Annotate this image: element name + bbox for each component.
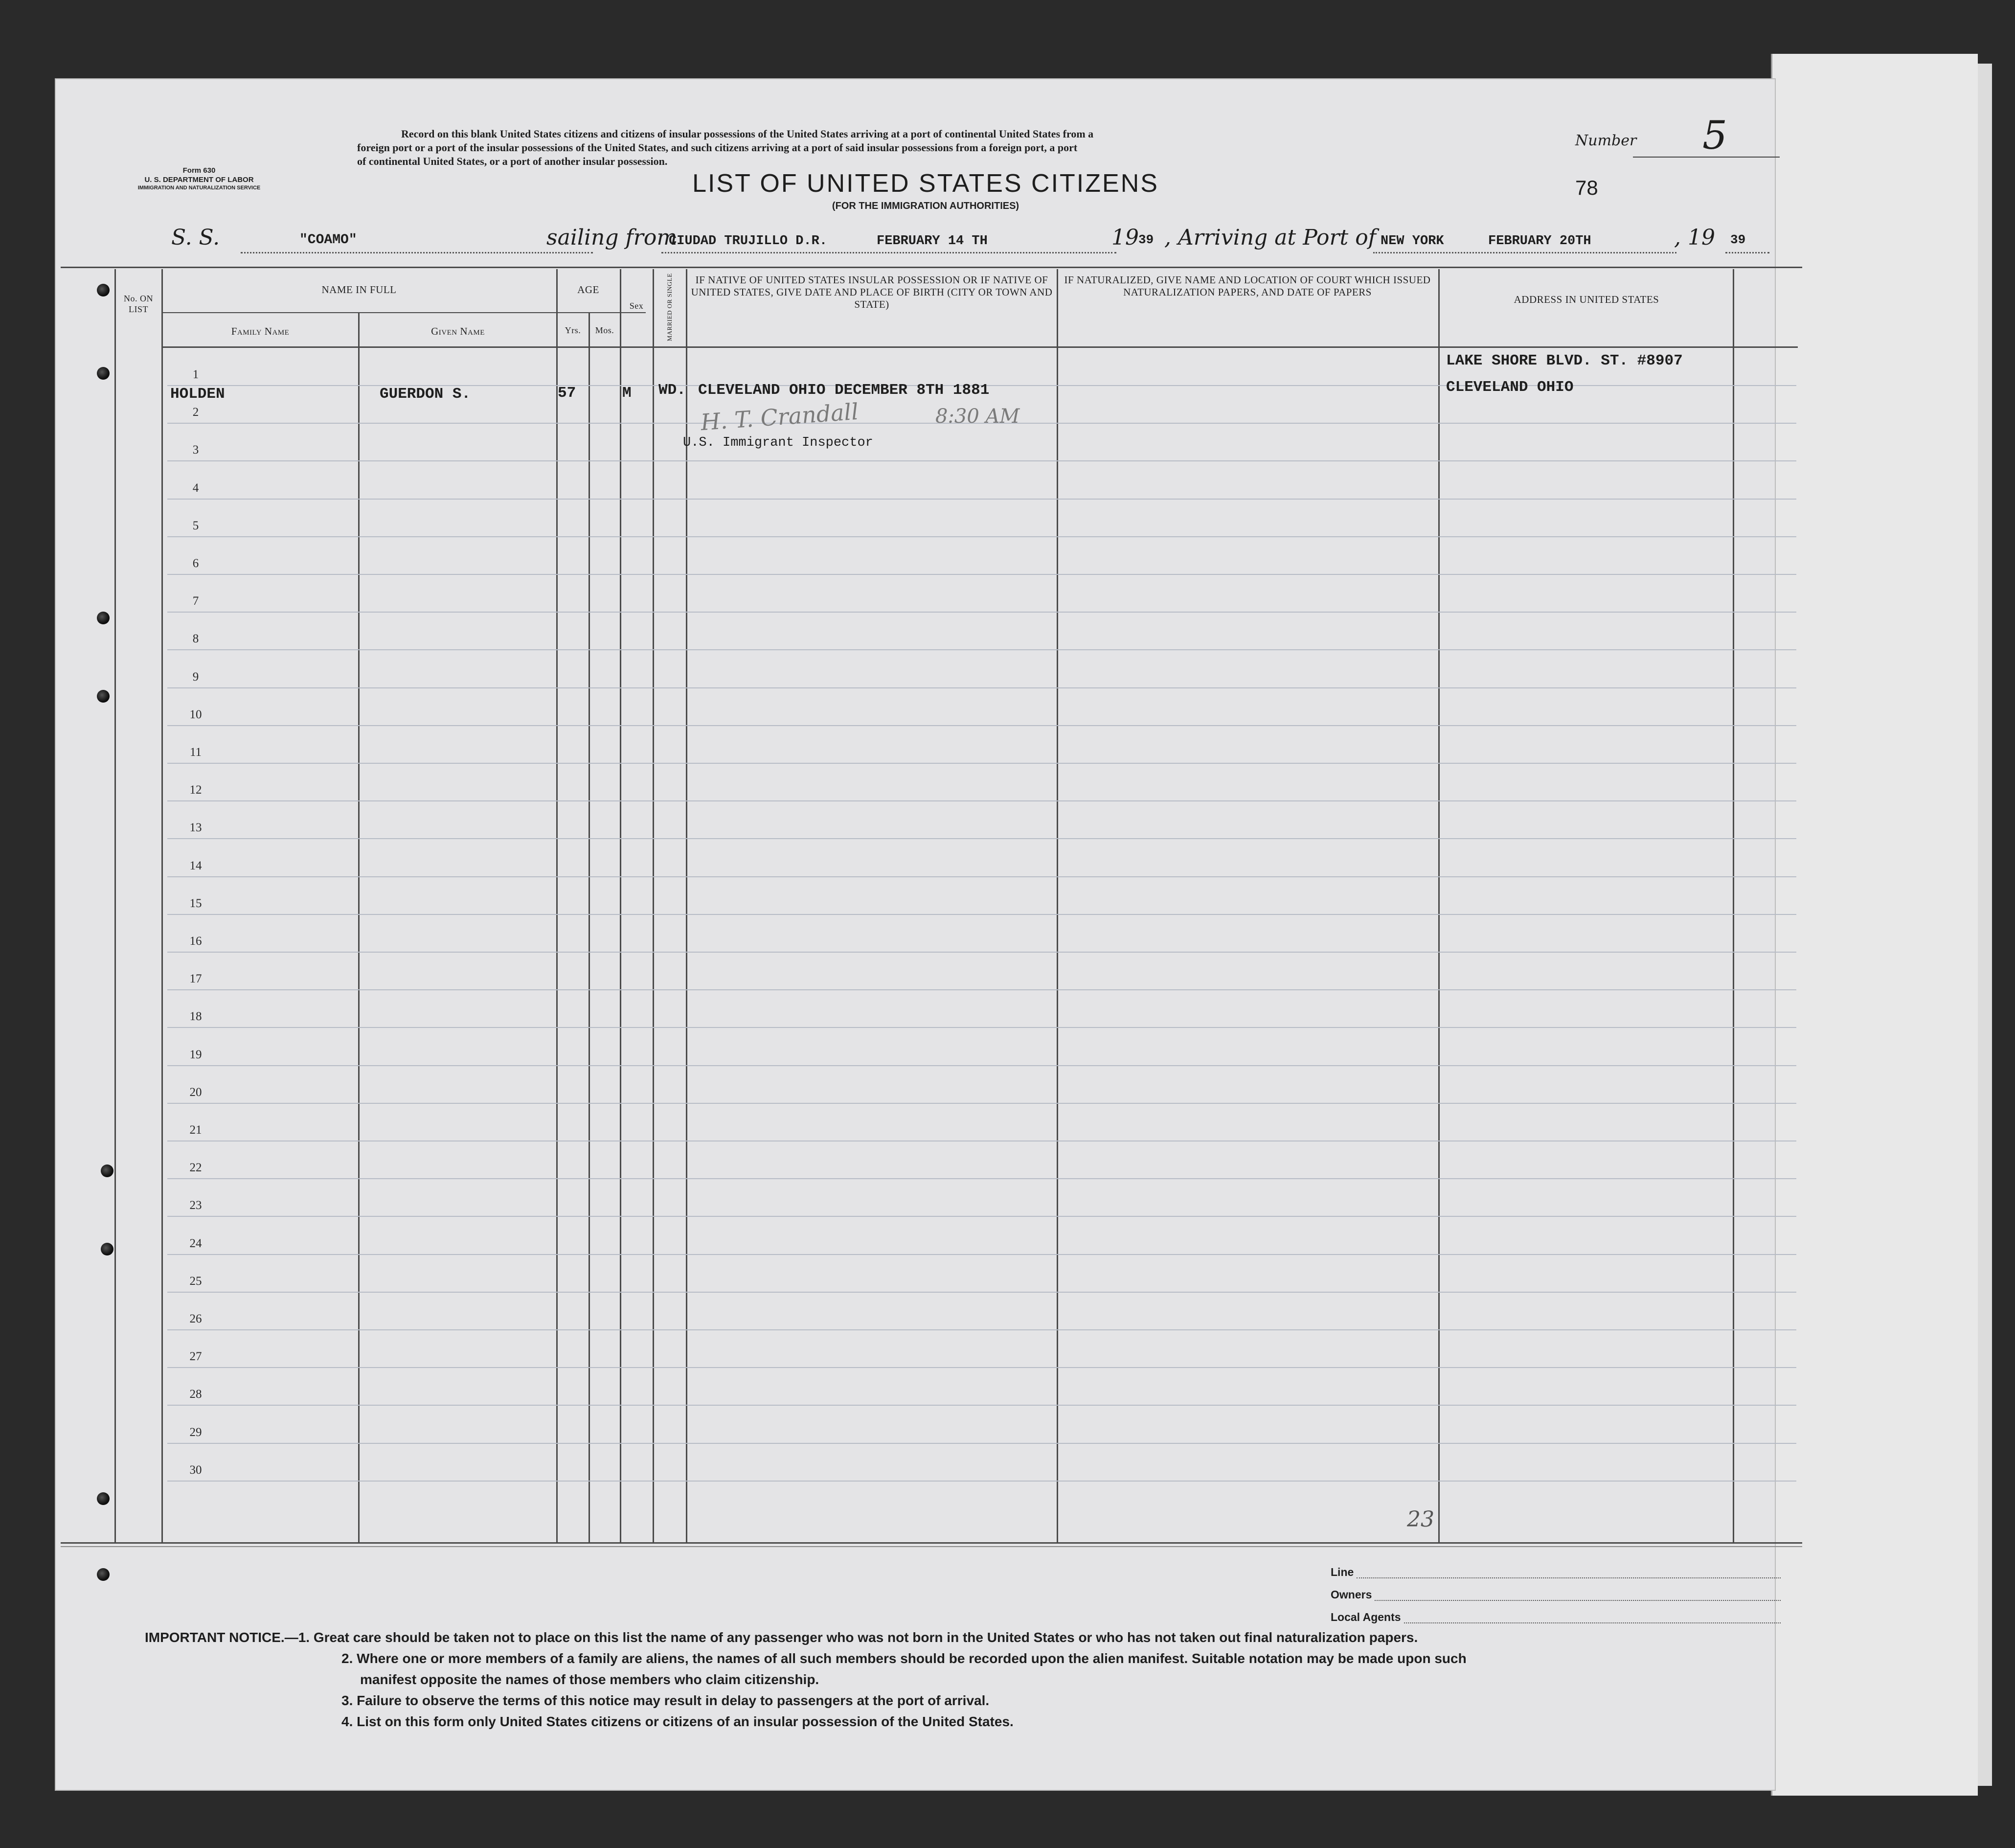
notice-item-2: Where one or more members of a family are aliens, the names of all such members should be recorded upon the alien manifest. Suitable notation may be made upon such (357, 1651, 1467, 1666)
table-row (167, 876, 1796, 877)
instruction-line: of continental United States, or a port of another insular possession. (357, 155, 668, 168)
table-row (167, 1178, 1796, 1179)
table-row (167, 1254, 1796, 1255)
row-number: 28 (189, 1388, 202, 1401)
sail-year-prefix: 19 (1111, 225, 1139, 250)
arrival-port: NEW YORK (1381, 234, 1444, 249)
table-row (167, 763, 1796, 764)
punch-hole-icon (97, 367, 110, 380)
table-row (167, 536, 1796, 537)
instructions-block (357, 127, 1551, 168)
inspector-note: 8:30 AM (935, 405, 1020, 428)
row-number: 19 (189, 1048, 202, 1061)
punch-hole-icon (97, 1568, 110, 1581)
entry-address-line2: CLEVELAND OHIO (1446, 379, 1574, 396)
page-mark: 23 (1407, 1507, 1434, 1532)
table-row (167, 649, 1796, 650)
line-label: Line (1331, 1566, 1354, 1578)
col-age: AGE (577, 284, 599, 296)
ss-label: S. S. (171, 225, 220, 250)
row-number: 25 (189, 1275, 202, 1288)
arrival-date: FEBRUARY 20TH (1488, 234, 1591, 249)
punch-hole-icon (97, 612, 110, 624)
row-number: 8 (192, 632, 199, 645)
row-number: 4 (192, 481, 199, 495)
entry-given-name: GUERDON S. (380, 386, 471, 403)
row-number: 20 (189, 1086, 202, 1099)
row-number: 30 (189, 1463, 202, 1477)
entry-birth: CLEVELAND OHIO DECEMBER 8TH 1881 (698, 382, 990, 399)
table-top-border (61, 267, 1802, 268)
col-native: IF NATIVE OF UNITED STATES INSULAR POSSESSION OR IF NATIVE OF UNITED STATES, GIVE DATE AND PLACE OF BIRTH (CITY OR TOWN AND STATE) (691, 274, 1053, 311)
column-divider (358, 312, 360, 1542)
col-sex: Sex (629, 301, 644, 311)
from-port: CIUDAD TRUJILLO D.R. (669, 234, 828, 249)
table-row (167, 800, 1796, 801)
header-divider (161, 346, 1798, 348)
table-row (167, 1216, 1796, 1217)
notice-item-2-num: 2. (341, 1651, 353, 1666)
table-row (167, 1443, 1796, 1444)
row-number: 15 (189, 897, 202, 910)
col-yrs: Yrs. (565, 325, 581, 335)
inspector-title: U.S. Immigrant Inspector (683, 435, 873, 450)
number-sub: 78 (1575, 176, 1598, 199)
table-row (167, 1329, 1796, 1330)
notice-heading: IMPORTANT NOTICE.—1. (145, 1630, 310, 1645)
table-row (167, 1103, 1796, 1104)
instruction-line: foreign port or a port of the insular possessions of the United States, and such citizens arriving at a port of said insular possessions from a foreign port, a port (357, 141, 1078, 154)
department-name: U. S. DEPARTMENT OF LABOR (144, 175, 254, 184)
table-row (167, 1292, 1796, 1293)
row-number: 29 (189, 1426, 202, 1439)
inspector-signature: H. T. Crandall (700, 398, 860, 436)
entry-address-line1: LAKE SHORE BLVD. ST. #8907 (1446, 352, 1683, 369)
notice-item-3: Failure to observe the terms of this notice may result in delay to passengers at the port of arrival. (357, 1693, 990, 1708)
entry-married: WD. (658, 382, 686, 399)
background-paper (1771, 54, 1978, 1796)
service-name: IMMIGRATION AND NATURALIZATION SERVICE (137, 184, 261, 191)
punch-hole-icon (97, 690, 110, 703)
row-number: 14 (189, 859, 202, 872)
table-row (167, 989, 1796, 990)
table-row (167, 952, 1796, 953)
col-mos: Mos. (595, 325, 614, 335)
col-naturalized: IF NATURALIZED, GIVE NAME AND LOCATION OF COURT WHICH ISSUED NATURALIZATION PAPERS, AND DATE OF PAPERS (1064, 274, 1431, 298)
col-name-in-full: NAME IN FULL (321, 284, 397, 296)
footer-fields (1331, 1561, 1781, 1628)
row-number: 22 (189, 1161, 202, 1174)
row-number: 2 (192, 406, 199, 419)
table-row (167, 1405, 1796, 1406)
row-number: 1 (192, 368, 199, 381)
important-notice (145, 1627, 1759, 1732)
number-label: Number (1575, 132, 1637, 149)
notice-item-2-cont: manifest opposite the names of those members who claim citizenship. (360, 1672, 819, 1687)
number-value: 5 (1702, 113, 1727, 158)
row-number: 12 (189, 783, 202, 797)
manifest-sheet (55, 78, 1776, 1791)
punch-hole-icon (97, 284, 110, 297)
col-given-name: Given Name (431, 325, 485, 337)
page-title: LIST OF UNITED STATES CITIZENS (692, 169, 1159, 198)
col-married: MARRIED OR SINGLE (666, 273, 674, 342)
arrival-year-prefix: , 19 (1674, 225, 1715, 250)
table-bottom-border (61, 1542, 1802, 1544)
arriving-label: , Arriving at Port of (1164, 225, 1376, 250)
table-row (167, 725, 1796, 726)
table-row (167, 1367, 1796, 1368)
row-number: 24 (189, 1237, 202, 1250)
col-address: ADDRESS IN UNITED STATES (1514, 294, 1659, 305)
table-bottom-border-2 (61, 1546, 1802, 1547)
form-id-block (109, 166, 290, 191)
instruction-line: Record on this blank United States citizens and citizens of insular possessions of the United States arriving at a port of continental United States from a (401, 128, 1094, 140)
notice-item-1: Great care should be taken not to place on this list the name of any passenger who was not born in the United States or who has not taken out final naturalization papers. (313, 1630, 1418, 1645)
notice-item-3-num: 3. (341, 1693, 353, 1708)
sail-date: FEBRUARY 14 TH (877, 234, 988, 249)
table-row (167, 838, 1796, 839)
agents-label: Local Agents (1331, 1611, 1401, 1623)
entry-age: 57 (558, 385, 576, 402)
row-number: 7 (192, 594, 199, 608)
entry-sex: M (622, 385, 632, 402)
row-number: 17 (189, 972, 202, 985)
sailing-underline (661, 252, 1116, 253)
row-number: 11 (189, 746, 202, 759)
row-number: 10 (189, 708, 202, 721)
ship-name: "COAMO" (299, 232, 357, 248)
table-row (167, 914, 1796, 915)
table-row (167, 1027, 1796, 1028)
table-row (167, 499, 1796, 500)
table-row (167, 1065, 1796, 1066)
ship-underline (241, 252, 593, 253)
row-number: 13 (189, 821, 202, 834)
punch-hole-icon (101, 1164, 113, 1177)
row-number: 27 (189, 1350, 202, 1363)
row-number: 18 (189, 1010, 202, 1023)
entry-family-name: HOLDEN (170, 386, 225, 403)
table-row (167, 574, 1796, 575)
column-divider (114, 269, 116, 1542)
table-row (167, 687, 1796, 688)
table-row (167, 460, 1796, 461)
owners-label: Owners (1331, 1588, 1372, 1601)
list-number (1575, 113, 1786, 161)
punch-hole-icon (97, 1492, 110, 1505)
punch-hole-icon (101, 1243, 113, 1255)
row-number: 26 (189, 1312, 202, 1325)
row-number: 16 (189, 935, 202, 948)
page-subtitle: (FOR THE IMMIGRATION AUTHORITIES) (832, 201, 1019, 211)
col-family-name: Family Name (231, 325, 290, 337)
col-no-on-list: No. ON LIST (124, 294, 153, 314)
column-divider (161, 269, 163, 1542)
notice-item-4-num: 4. (341, 1714, 353, 1729)
arrival-year-underline (1725, 252, 1769, 253)
table-row (167, 1481, 1796, 1482)
row-number: 23 (189, 1199, 202, 1212)
notice-item-4: List on this form only United States citizens or citizens of an insular possession of the United States. (357, 1714, 1014, 1729)
sailing-label: sailing from (546, 225, 678, 250)
row-number: 3 (192, 443, 199, 456)
sail-year: 39 (1138, 232, 1154, 247)
row-number: 21 (189, 1123, 202, 1137)
row-number: 9 (192, 670, 199, 684)
column-divider (589, 312, 590, 1542)
subheader-divider (161, 312, 646, 313)
arrival-underline (1373, 252, 1676, 253)
form-number: Form 630 (182, 166, 216, 175)
arrival-year: 39 (1730, 232, 1746, 247)
row-number: 5 (192, 519, 199, 532)
row-number: 6 (192, 557, 199, 570)
table-row (167, 612, 1796, 613)
